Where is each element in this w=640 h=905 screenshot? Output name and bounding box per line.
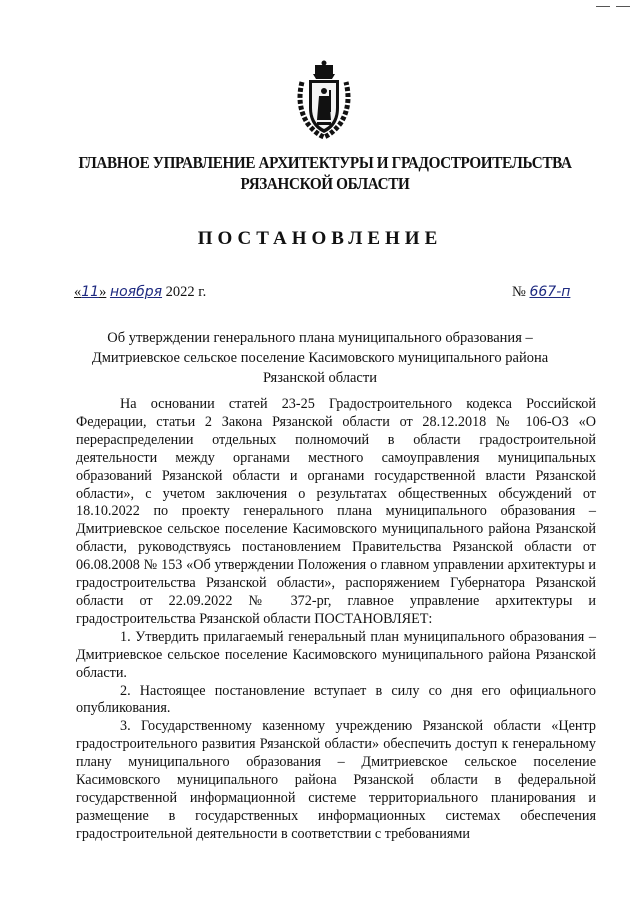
body-paragraph: 2. Настоящее постановление вступает в силу со дня его официального опубликования. (76, 682, 596, 717)
date-month: ноября (109, 284, 163, 300)
page-mark (596, 6, 610, 7)
document-subject (70, 328, 570, 388)
subject-line: Дмитриевское сельское поселение Касимовского муниципального района (91, 350, 549, 366)
date-day: 11 (81, 284, 100, 300)
date-close-quote: » (99, 284, 107, 300)
body-paragraph: 3. Государственному казенному учреждению Рязанской области «Центр градостроительного развития Рязанской области» обеспечить доступ к генеральному плану муниципального образования – Дмитриевское сельское поселение Касимовского муниципального района Рязанской области в федеральной государственной информационной системе территориального планирования и размещение в государственных информационных системах обеспечения градостроительной деятельности в соответствии с требованиями (76, 718, 596, 842)
document-type: ПОСТАНОВЛЕНИЕ (197, 228, 443, 249)
number-value: 667-п (529, 284, 571, 300)
body-paragraph: На основании статей 23-25 Градостроительного кодекса Российской Федерации, статьи 2 Закона Рязанской области от 28.12.2018 № 106-ОЗ «О перераспределении отдельных полномочий в области градостроительной деятельности между органами местного самоуправления муниципальных образований Рязанской области и органами государственной власти Рязанской области», с учетом заключения о результатах общественных обсуждений от 18.10.2022 по проекту генерального плана муниципального образования – Дмитриевское сельское поселение Касимовского муниципального района Рязанской области, руководствуясь постановлением Правительства Рязанской области от 06.08.2008 № 153 «Об утверждении Положения о главном управлении архитектуры и градостроительства Рязанской области», распоряжением Губернатора Рязанской области от 22.09.2022 № 372-рг, главное управление архитектуры и градостроительства Рязанской области ПОСТАНОВЛЯЕТ: (76, 396, 596, 627)
date-year: 2022 г. (165, 284, 207, 300)
page-mark (616, 6, 630, 7)
document-number (512, 284, 570, 301)
organization-name: ГЛАВНОЕ УПРАВЛЕНИЕ АРХИТЕКТУРЫ И ГРАДОСТРОИТЕЛЬСТВА (78, 153, 572, 172)
document-date (74, 284, 206, 301)
body-paragraph: 1. Утвердить прилагаемый генеральный план муниципального образования – Дмитриевское сельское поселение Касимовского муниципального района Рязанской области. (76, 628, 596, 681)
date-open-quote: « (74, 284, 82, 300)
subject-line: Рязанской области (263, 370, 377, 386)
number-prefix: № (512, 284, 526, 300)
organization-region: РЯЗАНСКОЙ ОБЛАСТИ (240, 174, 410, 193)
document-body (76, 396, 596, 844)
coat-of-arms-icon (294, 60, 354, 140)
subject-line: Об утверждении генерального плана муниципального образования – (107, 330, 533, 346)
